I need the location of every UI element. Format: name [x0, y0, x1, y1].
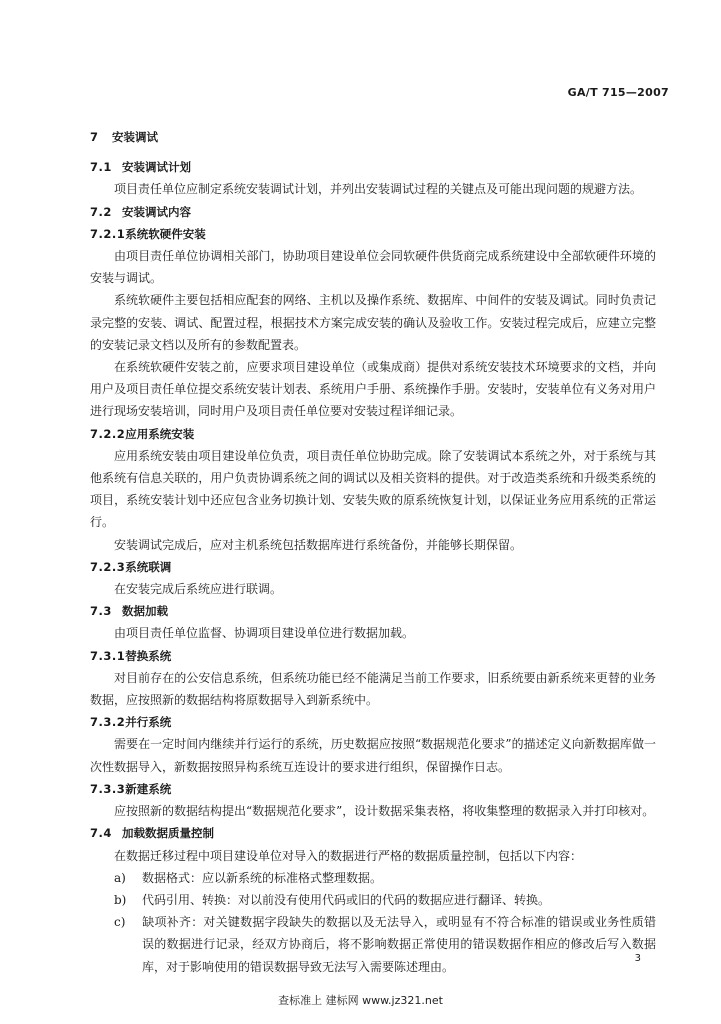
paragraph: 在数据迁移过程中项目建设单位对导入的数据进行严格的数据质量控制，包括以下内容： [114, 848, 583, 863]
paragraph: 在安装完成后系统应进行联调。 [114, 582, 283, 597]
list-item [90, 889, 656, 911]
list-item-text: 数据格式：应以新系统的标准格式整理数据。 [142, 870, 383, 885]
paragraph: 系统软硬件主要包括相应配套的网络、主机以及操作系统、数据库、中间件的安装及调试。同时负责记录完整的安装、调试、配置过程，根据技术方案完成安装的确认及验收工作。安装过程完成后，应建立完整的安装记录文档以及所有的参数配置表。 [90, 293, 656, 352]
section-heading-7-2-1 [90, 223, 656, 245]
paragraph: 应按照新的数据结构提出“数据规范化要求”，设计数据采集表格，将收集整理的数据录入并打印核对。 [114, 804, 655, 819]
list-item-label: a) [114, 870, 126, 885]
section-title: 数据加载 [122, 604, 168, 619]
section-title: 安装调试 [112, 130, 158, 144]
section-number: 7.3 [90, 604, 112, 619]
list-item [90, 867, 656, 889]
paragraph: 安装调试完成后，应对主机系统包括数据库进行系统备份，并能够长期保留。 [114, 537, 523, 552]
section-heading-7-3 [90, 600, 656, 622]
section-number: 7.1 [90, 160, 112, 175]
section-title: 替换系统 [125, 648, 172, 663]
paragraph: 由项目责任单位协调相关部门，协助项目建设单位会同软硬件供货商完成系统建设中全部软硬件环境的安装与调试。 [90, 249, 656, 286]
section-heading-7-3-3 [90, 778, 656, 800]
section-number: 7.2.2 [90, 426, 126, 441]
standard-code: GA/T 715—2007 [567, 86, 669, 99]
section-heading-7-2-3 [90, 556, 656, 578]
section-number: 7.3.3 [90, 781, 126, 796]
section-title: 系统软硬件安装 [125, 226, 206, 241]
section-heading-7-3-1 [90, 645, 656, 667]
section-title: 安装调试计划 [122, 160, 191, 175]
section-heading-7-2-2 [90, 423, 656, 445]
section-title: 加载数据质量控制 [122, 826, 214, 841]
paragraph: 对目前存在的公安信息系统，但系统功能已经不能满足当前工作要求，旧系统要由新系统来更替的业务数据，应按照新的数据结构将原数据导入到新系统中。 [90, 670, 656, 708]
paragraph: 需要在一定时间内继续并行运行的系统，历史数据应按照“数据规范化要求”的描述定义向新数据库做一次性数据导入，新数据按照异构系统互连设计的要求进行组织，保留操作日志。 [90, 737, 656, 774]
section-number: 7.3.1 [90, 648, 126, 663]
paragraph: 项目责任单位应制定系统安装调试计划，并列出安装调试过程的关键点及可能出现问题的规避方法。 [114, 182, 643, 197]
section-heading-7-4 [90, 822, 656, 844]
section-heading-7-1 [90, 156, 656, 178]
section-number: 7.2.3 [90, 559, 126, 574]
list-item [90, 911, 656, 978]
section-number: 7 [90, 130, 99, 144]
list-item-label: c) [114, 915, 126, 930]
page-number: 3 [634, 953, 641, 964]
list-item-text: 缺项补齐：对关键数据字段缺失的数据以及无法导入，或明显有不符合标准的错误或业务性质错误的数据进行记录，经双方协商后，将不影响数据正常使用的错误数据作相应的修改后写入数据库，对于影响使用的错误数据导致无法写入需要陈述理由。 [142, 915, 656, 974]
section-number: 7.2.1 [90, 226, 126, 241]
section-title: 并行系统 [125, 715, 172, 730]
paragraph: 由项目责任单位监督、协调项目建设单位进行数据加载。 [114, 626, 415, 641]
section-number: 7.2 [90, 204, 112, 219]
paragraph: 应用系统安装由项目建设单位负责，项目责任单位协助完成。除了安装调试本系统之外，对于系统与其他系统有信息关联的，用户负责协调系统之间的调试以及相关资料的提供。对于改造类系统和升级类系统的项目，系统安装计划中还应包含业务切换计划、安装失败的原系统恢复计划，以保证业务应用系统的正常运行。 [90, 448, 656, 530]
section-title: 安装调试内容 [122, 204, 191, 219]
list-item-text: 代码引用、转换：对以前没有使用代码或旧的代码的数据应进行翻译、转换。 [142, 892, 551, 907]
section-heading-7 [90, 126, 656, 148]
section-title: 应用系统安装 [125, 426, 195, 441]
section-heading-7-3-2 [90, 711, 656, 733]
section-number: 7.4 [90, 826, 112, 841]
footer-watermark-text: 查标准上 建标网 www.jz321.net [278, 994, 443, 1007]
section-heading-7-2 [90, 201, 656, 223]
section-title: 系统联调 [125, 559, 172, 574]
list-item-label: b) [114, 892, 127, 907]
section-title: 新建系统 [125, 781, 172, 796]
section-number: 7.3.2 [90, 715, 126, 730]
paragraph: 在系统软硬件安装之前，应要求项目建设单位（或集成商）提供对系统安装技术环境要求的文档，并向用户及项目责任单位提交系统安装计划表、系统用户手册、系统操作手册。安装时，安装单位有义务对用户进行现场安装培训，同时用户及项目责任单位要对安装过程详细记录。 [90, 360, 656, 419]
document-body [90, 126, 656, 978]
